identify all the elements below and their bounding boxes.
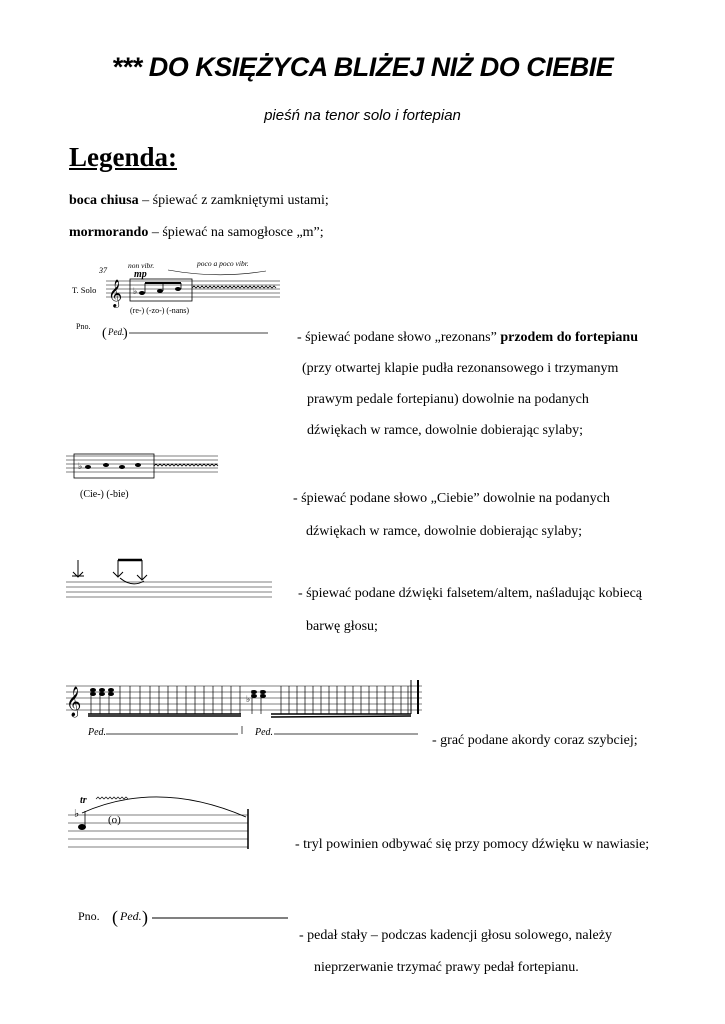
syllables-rezonans: (re-) (-zo-) (-nans) xyxy=(130,306,190,315)
example-accelerating-chords-score xyxy=(66,672,426,744)
direction-poco-a-poco-vibr: poco a poco vibr. xyxy=(197,259,249,268)
instrument-piano: Pno. xyxy=(78,909,100,923)
bracket-open: ( xyxy=(102,326,107,341)
dynamic-mp: mp xyxy=(134,269,147,280)
staff-lines xyxy=(68,815,248,847)
falsetto-notes xyxy=(72,560,147,584)
example-rezonans-score xyxy=(68,255,288,345)
term-boca-chiusa xyxy=(69,193,329,209)
bracket-close: ) xyxy=(142,907,148,927)
example6-desc-line: nieprzerwanie trzymać prawy pedał fortepianu. xyxy=(314,960,579,975)
flat-icon: ♭ xyxy=(246,694,251,704)
trill-mark: tr xyxy=(80,795,87,806)
term-label: mormorando xyxy=(69,225,149,240)
example3-desc-line: - śpiewać podane dźwięki falsetem/altem, naśladując kobiecą xyxy=(298,586,643,601)
desc-text: - śpiewać podane słowo „rezonans” xyxy=(297,330,501,345)
trill-wavy-line xyxy=(96,797,128,799)
chord-noteheads xyxy=(90,688,266,698)
example1-description xyxy=(297,330,638,346)
example4-description: - grać podane akordy coraz szybciej; xyxy=(432,733,638,748)
bracket-open: ( xyxy=(112,907,118,927)
legend-heading: Legenda: xyxy=(69,142,177,172)
example2-desc-line: - śpiewać podane słowo „Ciebie” dowolnie na podanych xyxy=(293,491,610,506)
example-trill-score xyxy=(68,787,258,857)
flat-icon: ♭ xyxy=(78,461,83,471)
term-description: – śpiewać z zamkniętymi ustami; xyxy=(138,193,329,208)
example5-description: - tryl powinien odbywać się przy pomocy dźwięku w nawiasie; xyxy=(295,837,650,852)
vibrato-wavy-line xyxy=(192,286,276,288)
example2-desc-line: dźwiękach w ramce, dowolnie dobierając sylaby; xyxy=(306,524,583,539)
example1-desc-line: dźwiękach w ramce, dowolnie dobierając sylaby; xyxy=(307,423,584,438)
example-sustain-pedal xyxy=(76,898,296,934)
syllables-ciebie: (Cie-) (-bie) xyxy=(80,489,129,500)
staff-lines xyxy=(66,686,422,710)
staff-lines xyxy=(66,582,272,597)
example-falsetto-score xyxy=(66,556,276,606)
flat-icon: ♭ xyxy=(74,808,80,820)
vibrato-slur xyxy=(168,270,266,275)
beams xyxy=(88,714,411,717)
instrument-tenor-solo: T. Solo xyxy=(72,285,97,295)
page-title: *** DO KSIĘŻYCA BLIŻEJ NIŻ DO CIEBIE xyxy=(111,52,614,82)
example6-desc-line: - pedał stały – podczas kadencji głosu solowego, należy xyxy=(299,928,612,943)
direction-non-vibr: non vibr. xyxy=(128,261,155,270)
bracketed-auxiliary-note: (o) xyxy=(108,814,121,826)
example3-desc-line: barwę głosu; xyxy=(306,619,378,634)
term-description: – śpiewać na samogłosce „m”; xyxy=(148,225,324,240)
measure-number: 37 xyxy=(99,266,107,275)
instrument-piano: Pno. xyxy=(76,322,91,331)
example-ciebie-score xyxy=(66,450,226,510)
pedal-mark: Ped. xyxy=(255,727,274,738)
term-mormorando xyxy=(69,225,324,241)
treble-clef-icon: 𝄞 xyxy=(66,687,82,716)
term-label: boca chiusa xyxy=(69,193,139,208)
bracket-close: ) xyxy=(123,326,128,341)
pedal-mark: Ped. xyxy=(108,327,125,337)
pedal-mark: Ped. xyxy=(120,909,142,923)
example1-desc-line: (przy otwartej klapie pudła rezonansowego i trzymanym xyxy=(302,361,619,376)
staff-lines xyxy=(66,456,218,472)
desc-bold: przodem do fortepianu xyxy=(500,330,638,345)
page-subtitle: pieśń na tenor solo i fortepian xyxy=(264,107,461,124)
example1-desc-line: prawym pedale fortepianu) dowolnie na podanych xyxy=(307,392,589,407)
slur xyxy=(82,797,246,817)
pedal-mark: Ped. xyxy=(88,727,107,738)
flat-icon: ♭ xyxy=(133,286,138,296)
treble-clef-icon: 𝄞 xyxy=(108,281,123,307)
